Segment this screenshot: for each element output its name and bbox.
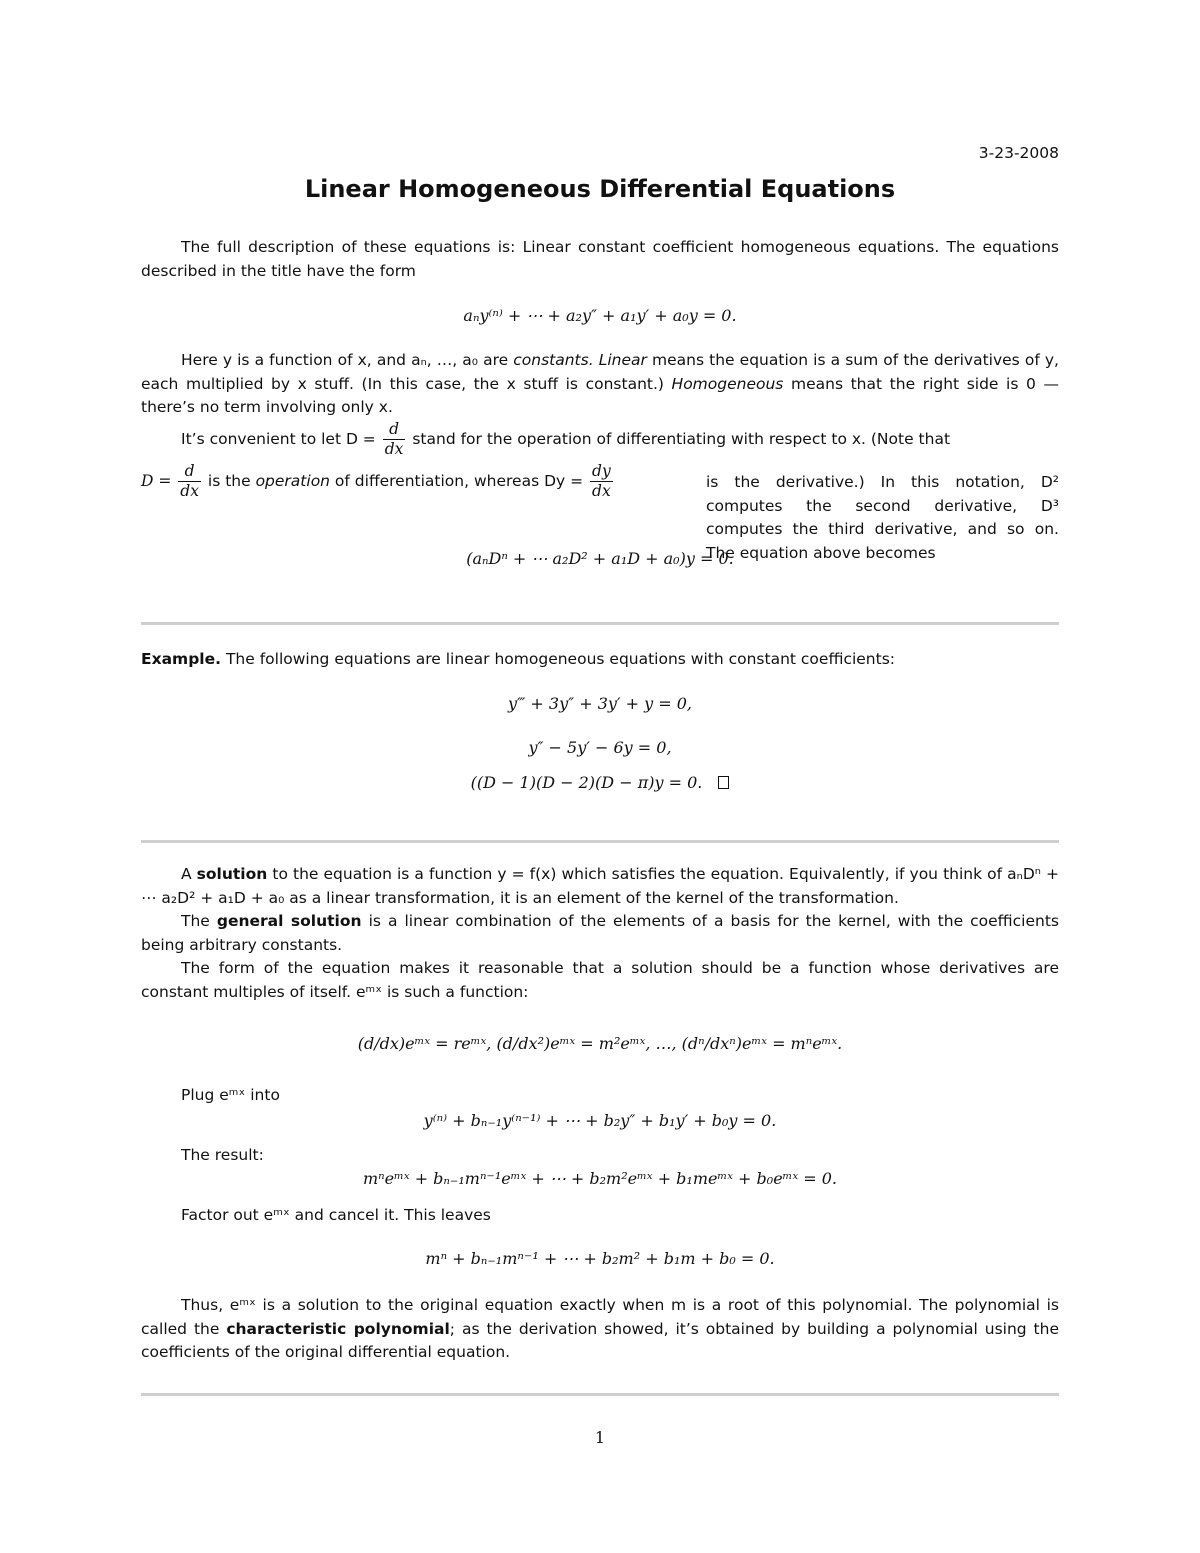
qed-box-icon <box>718 776 729 789</box>
operator-text-b: stand for the operation of differentiating with respect to x. (Note that <box>412 430 951 448</box>
fraction-d-dx-2 <box>178 462 201 501</box>
operator-line-1 <box>181 420 1059 459</box>
example-text: The following equations are linear homogeneous equations with constant coefficients: <box>225 650 896 668</box>
general-form-equation: aₙy⁽ⁿ⁾ + ⋯ + a₂y″ + a₁y′ + a₀y = 0. <box>463 306 737 325</box>
intro-paragraph <box>141 236 1059 283</box>
term-general-solution: general solution <box>216 912 362 930</box>
fraction-numerator: dy <box>592 462 611 480</box>
term-characteristic-polynomial: characteristic polynomial <box>226 1319 450 1338</box>
definitions-text-b: means the equation is a sum of the derivatives of y, each multiplied by x stuff. (In this case, the x stuff is constant.) <box>141 351 1059 393</box>
section-divider <box>141 1393 1059 1396</box>
example-equation-2: y″ − 5y′ − 6y = 0, <box>528 738 672 757</box>
fraction-numerator: d <box>383 420 406 440</box>
solution-text-b: to the equation is a function y = f(x) which satisfies the equation. Equivalently, if you think of aₙDⁿ + ⋯ a₂D² + a₁D + a₀ as a linear transformation, it is an element of the kernel of the transformation. <box>141 865 1059 907</box>
fraction-denominator: dx <box>180 482 199 500</box>
characteristic-text-a: Thus, eᵐˣ is a solution to the original equation exactly when m is a root of this polynomial. The polynomial is called the <box>141 1296 1059 1338</box>
section-divider <box>141 840 1059 843</box>
result-equation: mⁿeᵐˣ + bₙ₋₁mⁿ⁻¹eᵐˣ + ⋯ + b₂m²eᵐˣ + b₁meᵐˣ + b₀eᵐˣ = 0. <box>362 1169 838 1188</box>
fraction-denominator: dx <box>384 440 404 458</box>
example-equation-1: y‴ + 3y″ + 3y′ + y = 0, <box>507 694 693 713</box>
characteristic-equation: mⁿ + bₙ₋₁mⁿ⁻¹ + ⋯ + b₂m² + b₁m + b₀ = 0. <box>425 1249 775 1268</box>
solution-paragraphs <box>141 863 1059 1004</box>
term-linear: Linear <box>598 351 647 369</box>
example-equation-3 <box>141 773 1059 792</box>
general-solution-text-a: The <box>181 912 217 930</box>
characteristic-text-b: ; as the derivation showed, it’s obtained by building a polynomial using the coefficients of the original differential equation. <box>141 1319 1059 1361</box>
term-constants: constants. <box>513 351 594 369</box>
operator-text-e: is the derivative.) In this notation, D² computes the second derivative, D³ computes the third derivative, and so on. The equation above becomes <box>706 473 1059 562</box>
general-solution-text-b: is a linear combination of the elements of a basis for the kernel, with the coefficients being arbitrary constants. <box>141 912 1059 954</box>
definitions-paragraph <box>141 349 1059 420</box>
page-title: Linear Homogeneous Differential Equations <box>304 175 896 203</box>
operator-d-symbol: D = <box>141 472 172 490</box>
plug-label: Plug eᵐˣ into <box>181 1086 280 1104</box>
example-equation-3-text: ((D − 1)(D − 2)(D − π)y = 0. <box>470 773 703 792</box>
example-label: Example. <box>141 650 222 668</box>
page-number: 1 <box>594 1428 606 1447</box>
result-label: The result: <box>181 1146 264 1164</box>
fraction-denominator: dx <box>592 482 611 500</box>
document-date: 3-23-2008 <box>978 144 1059 162</box>
section-divider <box>141 622 1059 625</box>
fraction-numerator: d <box>178 462 201 482</box>
definitions-text-c: means that the right side is 0 — there’s no term involving only x. <box>141 374 1059 416</box>
plug-equation: y⁽ⁿ⁾ + bₙ₋₁y⁽ⁿ⁻¹⁾ + ⋯ + b₂y″ + b₁y′ + b₀y = 0. <box>423 1111 777 1130</box>
operator-text-d: of differentiation, whereas Dy = <box>330 472 589 490</box>
intro-text: The full description of these equations is: Linear constant coefficient homogeneous equations. The equations described in the title have the form <box>141 238 1059 280</box>
fraction-d-dx <box>383 420 406 459</box>
characteristic-paragraph <box>141 1294 1059 1365</box>
factor-label: Factor out eᵐˣ and cancel it. This leaves <box>181 1206 491 1224</box>
definitions-text-a: Here y is a function of x, and aₙ, …, a₀ are <box>181 351 514 369</box>
operator-form-equation: (aₙDⁿ + ⋯ a₂D² + a₁D + a₀)y = 0. <box>466 549 734 568</box>
term-operation: operation <box>255 472 330 490</box>
example-paragraph <box>141 648 1059 672</box>
derivative-equations: (d/dx)eᵐˣ = reᵐˣ, (d/dx²)eᵐˣ = m²eᵐˣ, …, (dⁿ/dxⁿ)eᵐˣ = mⁿeᵐˣ. <box>357 1034 843 1053</box>
solution-text-a: A <box>181 865 197 883</box>
operator-text-c: is the <box>207 472 256 490</box>
fraction-dy-dx <box>590 462 613 501</box>
term-solution: solution <box>196 865 268 883</box>
operator-text-a: It’s convenient to let D = <box>181 430 381 448</box>
exponential-intro-text: The form of the equation makes it reasonable that a solution should be a function whose derivatives are constant multiples of itself. eᵐˣ is such a function: <box>141 959 1059 1001</box>
term-homogeneous: Homogeneous <box>671 374 784 393</box>
